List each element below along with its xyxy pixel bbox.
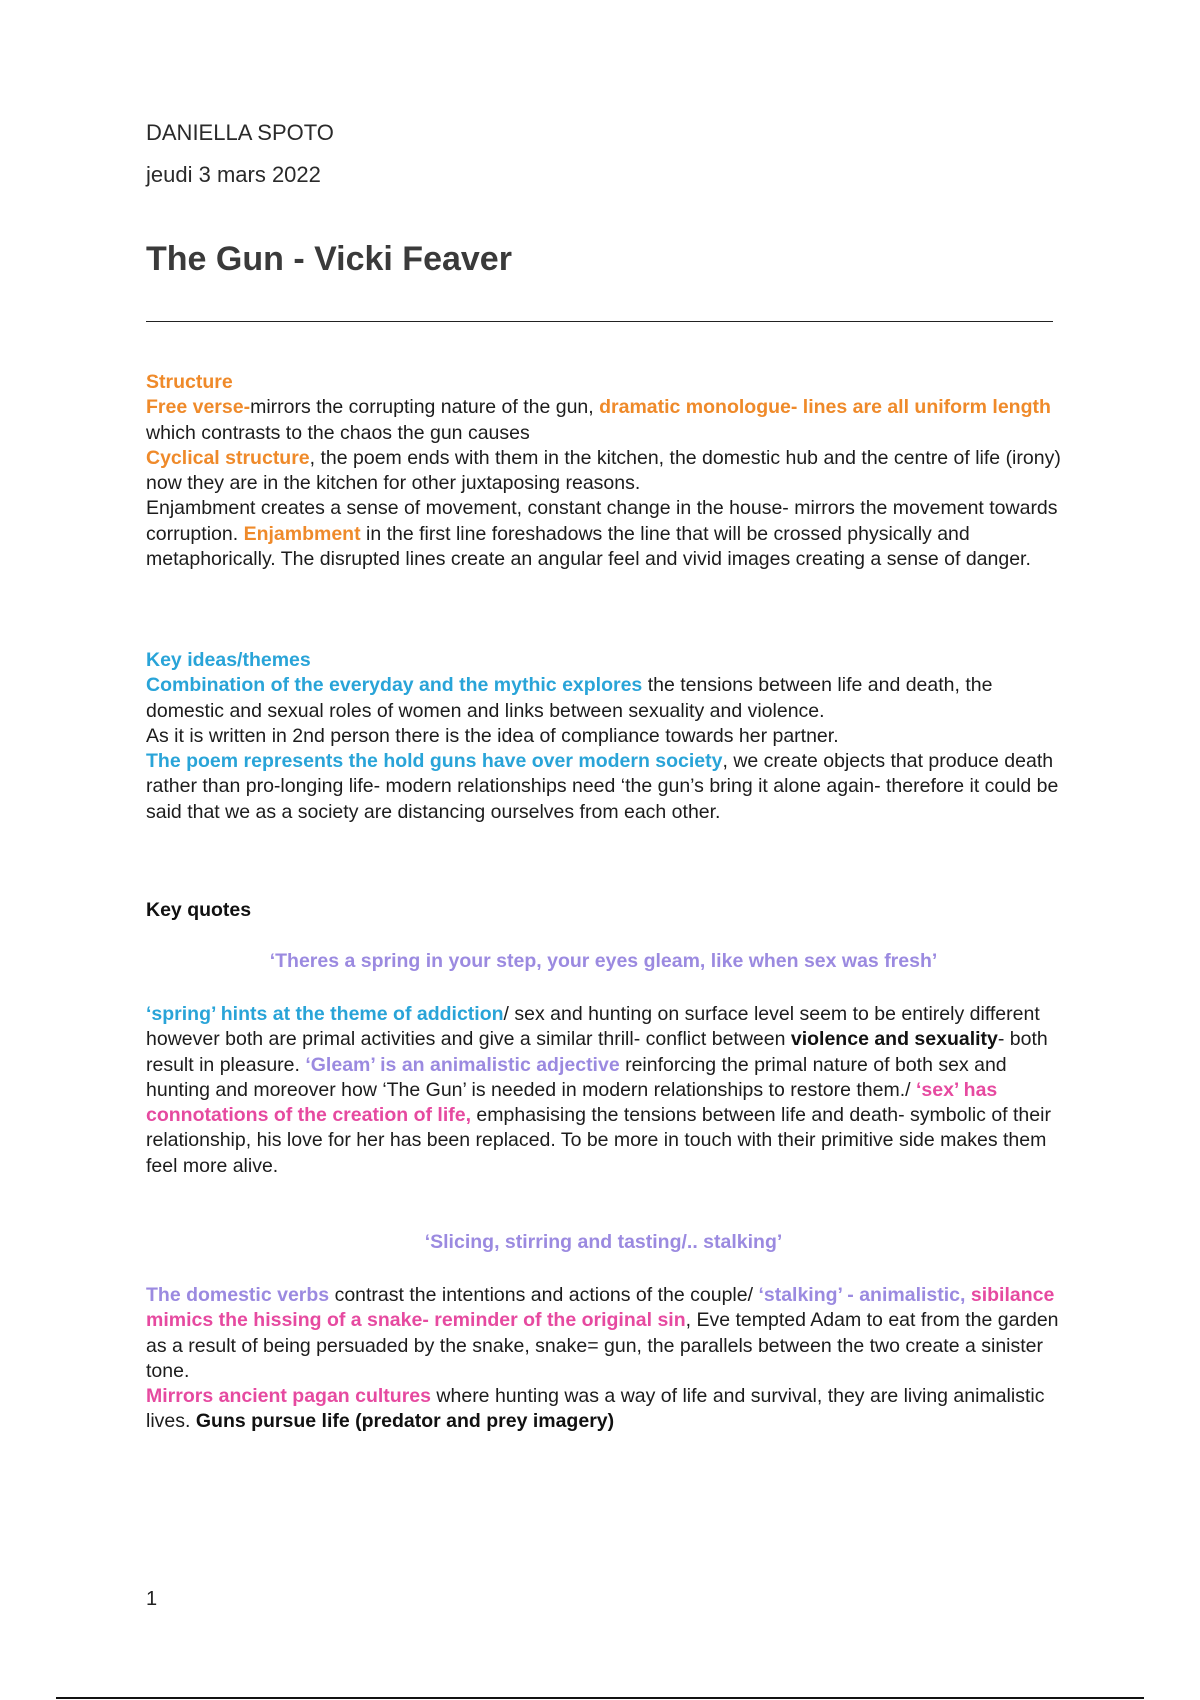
highlight-free-verse: Free verse- xyxy=(146,396,251,419)
document-date: jeudi 3 mars 2022 xyxy=(146,162,321,187)
body-text: in the first line foreshadows the line that will be crossed physically and metaphorically. The disrupted lines create an angular feel and vivid images creating a sense of danger. xyxy=(146,522,1031,571)
bold-guns-pursue-life: Guns pursue life (predator and prey imagery) xyxy=(195,1410,615,1433)
body-text: - both result in pleasure. xyxy=(146,1028,1048,1076)
themes-section xyxy=(146,648,1061,825)
structure-heading: Structure xyxy=(146,371,233,393)
highlight-gleam: ‘Gleam’ is an animalistic adjective xyxy=(305,1053,620,1076)
highlight-enjambment: Enjambment xyxy=(243,522,361,545)
body-text: / sex and hunting on surface level seem to be entirely different however both are primal activities and give a similar thrill- conflict between xyxy=(146,1003,1040,1051)
body-text: contrast the intentions and actions of the couple/ xyxy=(329,1284,759,1306)
body-text: mirrors the corrupting nature of the gun, xyxy=(250,396,600,419)
body-text: , we create objects that produce death rather than pro-longing life- modern relationships need ‘the gun’s bring it alone again- therefore it could be said that we as a society are distancing ourselves from each other. xyxy=(146,750,1059,823)
body-text: , the poem ends with them in the kitchen, the domestic hub and the centre of life (irony) now they are in the kitchen for other juxtaposing reasons. xyxy=(146,446,1061,495)
title-divider xyxy=(146,321,1053,322)
structure-paragraph-3 xyxy=(146,496,1061,572)
structure-paragraph-2 xyxy=(146,446,1061,497)
highlight-spring-addiction: ‘spring’ hints at the theme of addiction xyxy=(146,1003,504,1025)
highlight-everyday-mythic: Combination of the everyday and the mythic explores xyxy=(146,674,643,697)
bottom-border xyxy=(56,1697,1144,1699)
author-name: DANIELLA SPOTO xyxy=(146,120,334,145)
themes-heading: Key ideas/themes xyxy=(146,649,311,671)
body-text: As it is written in 2nd person there is the idea of compliance towards her partner. xyxy=(146,724,839,747)
highlight-sibilance: sibilance mimics the hissing of a snake- reminder of the original sin xyxy=(146,1284,1055,1332)
themes-paragraph-2 xyxy=(146,724,1061,749)
page-number: 1 xyxy=(146,1588,158,1610)
body-text: reinforcing the primal nature of both sex and hunting and moreover how ‘The Gun’ is needed in modern relationships to restore them./ xyxy=(146,1053,1007,1101)
highlight-dramatic-monologue: dramatic monologue- lines are all uniform length xyxy=(599,396,1051,419)
body-text: emphasising the tensions between life and death- symbolic of their relationship, his love for her has been replaced. To be more in touch with their primitive side makes them feel more alive. xyxy=(146,1104,1051,1177)
quotes-heading-wrap xyxy=(146,898,1061,923)
highlight-cyclical-structure: Cyclical structure xyxy=(146,446,310,469)
quote-1: ‘Theres a spring in your step, your eyes gleam, like when sex was fresh’ xyxy=(269,950,938,972)
structure-section xyxy=(146,370,1061,572)
body-text: which contrasts to the chaos the gun causes xyxy=(146,421,530,444)
document-title: The Gun - Vicki Feaver xyxy=(146,240,512,278)
body-text: where hunting was a way of life and survival, they are living animalistic lives. xyxy=(146,1385,1045,1433)
bold-violence-sexuality: violence and sexuality xyxy=(790,1028,998,1051)
highlight-stalking: ‘stalking’ - animalistic, xyxy=(758,1284,966,1306)
body-text: , Eve tempted Adam to eat from the garden as a result of being persuaded by the snake, snake= gun, the parallels between the two create a sinister tone. xyxy=(146,1309,1059,1382)
themes-paragraph-3 xyxy=(146,749,1061,825)
body-text: the tensions between life and death, the domestic and sexual roles of women and links between sexuality and violence. xyxy=(146,674,993,722)
themes-paragraph-1 xyxy=(146,673,1061,724)
highlight-hold-guns: The poem represents the hold guns have over modern society xyxy=(146,750,723,773)
highlight-domestic-verbs: The domestic verbs xyxy=(146,1284,330,1306)
highlight-sex-creation: ‘sex’ has connotations of the creation of life, xyxy=(146,1078,998,1127)
structure-paragraph-1 xyxy=(146,395,1061,446)
quote-1-analysis xyxy=(146,1002,1061,1179)
quotes-heading: Key quotes xyxy=(146,899,252,921)
quote-2: ‘Slicing, stirring and tasting/.. stalking’ xyxy=(424,1231,783,1253)
body-text: Enjambment creates a sense of movement, constant change in the house- mirrors the movement towards corruption. xyxy=(146,497,1058,545)
quote-2-analysis xyxy=(146,1283,1061,1435)
highlight-pagan-cultures: Mirrors ancient pagan cultures xyxy=(146,1385,431,1408)
